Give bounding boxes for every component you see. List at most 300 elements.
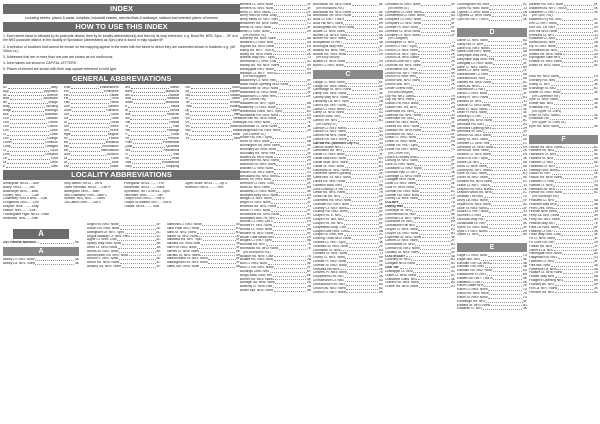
leader-dots bbox=[346, 287, 378, 290]
abbreviation-full: Trading bbox=[229, 105, 240, 109]
leader-dots bbox=[418, 239, 450, 242]
index-entry-name: Fairmile Cl. NR2 bbox=[529, 160, 554, 164]
map-reference: 5J bbox=[594, 210, 598, 214]
index-entry-name: Eastbourne Pl. NR1 bbox=[457, 273, 487, 276]
map-reference: 3F bbox=[451, 174, 455, 178]
leader-dots bbox=[492, 191, 522, 194]
index-entry-name: Conesford Dr. NR1 bbox=[385, 220, 413, 224]
leader-dots bbox=[488, 92, 523, 95]
map-reference: 5G bbox=[450, 231, 455, 235]
map-reference: 3H bbox=[306, 64, 311, 67]
leader-dots bbox=[119, 223, 156, 226]
index-entry-name: Blakeney Cl. NR4: Norw bbox=[240, 105, 276, 109]
leader-dots bbox=[129, 254, 156, 257]
leader-dots bbox=[8, 94, 46, 97]
index-column-a bbox=[3, 223, 79, 269]
index-entry-name: Cadge Rd. NR5: Norw bbox=[313, 84, 346, 88]
leader-dots bbox=[129, 153, 172, 156]
map-reference: 1K bbox=[522, 218, 527, 222]
index-entry-note: (off Mountergate) bbox=[388, 90, 414, 94]
leader-dots bbox=[10, 137, 46, 140]
index-entry-name: Chapel Fld. Rd. NR2 bbox=[313, 221, 344, 225]
map-reference: 3K bbox=[593, 10, 598, 14]
map-reference: 5A bbox=[378, 41, 383, 45]
index-entry-name: Eastern Av. NR7: Thor A bbox=[457, 276, 493, 280]
index-entry bbox=[457, 307, 527, 311]
leader-dots bbox=[425, 14, 450, 17]
index-entry-name: Blomefield Rd. NR3: Norw bbox=[240, 113, 279, 117]
map-reference: 5A bbox=[450, 125, 455, 128]
leader-dots bbox=[276, 95, 306, 98]
leader-dots bbox=[347, 157, 378, 160]
index-entry-name: Cornmarket St. NR2 bbox=[385, 243, 415, 247]
abbreviation-short: Pl bbox=[124, 133, 128, 137]
map-reference: 5E bbox=[235, 223, 240, 227]
map-reference: 6E bbox=[378, 10, 383, 14]
index-entry-name: Chester Pl. NR2: Norw bbox=[313, 260, 347, 263]
locality-entry: Hellesdon: NR6........Hell bbox=[3, 217, 38, 221]
locality-entry: Rackheath: NR13.........Rack bbox=[124, 185, 165, 189]
index-entry-name: Cowgate NR3: Norw bbox=[385, 262, 416, 266]
index-entry-name: Angus Mackay Ct. NR6: Hell bbox=[87, 234, 129, 238]
index-entry-name: Barrack St. NR1: Norw bbox=[166, 253, 200, 257]
index-entry-name: Bull Cl. NR3: Norw bbox=[240, 262, 268, 266]
map-reference: 7E bbox=[450, 109, 455, 113]
index-entry bbox=[529, 291, 598, 295]
index-entry-name: Cock St. NR2: Norw bbox=[385, 163, 415, 167]
leader-dots bbox=[266, 243, 306, 246]
index-entry-name: Dobbs La. NR7 bbox=[457, 160, 480, 164]
index-entry-name: Dales Loke NR1: Norw bbox=[457, 50, 491, 54]
leader-dots bbox=[200, 250, 236, 253]
index-entry-name: Cinder Ovens Row bbox=[385, 86, 413, 90]
map-reference: 3E bbox=[450, 182, 455, 186]
map-reference: 7E bbox=[378, 271, 383, 275]
abbreviation-full: Place bbox=[171, 133, 180, 137]
map-reference: 2H bbox=[378, 52, 383, 56]
map-reference: 6J bbox=[379, 134, 383, 138]
index-entry-name: Buntings Cres. NR4 bbox=[240, 269, 270, 273]
abbreviation-short: Pde bbox=[124, 121, 131, 125]
leader-dots bbox=[273, 228, 306, 231]
index-entry-name: Balmoral Cl. NR2: Norw bbox=[166, 223, 202, 227]
leader-dots bbox=[491, 104, 522, 107]
map-reference: 6H bbox=[306, 186, 311, 189]
leader-dots bbox=[279, 114, 306, 117]
map-reference: 4A bbox=[306, 41, 311, 45]
index-entry-name: Dunnock Way NR7 bbox=[457, 218, 485, 222]
leader-dots bbox=[131, 94, 169, 97]
map-reference: 5C bbox=[450, 227, 455, 231]
leader-dots bbox=[489, 7, 523, 10]
map-reference: 5A bbox=[522, 160, 527, 164]
map-reference: 5E bbox=[378, 37, 383, 41]
leader-dots bbox=[276, 217, 306, 220]
index-entry-name: Elizabeth Av. NR7: Thor A bbox=[529, 6, 567, 10]
map-reference: 3G bbox=[522, 14, 527, 18]
index-entry-name: Falcon M. NR7 bbox=[529, 172, 551, 176]
map-reference: 3K bbox=[450, 44, 455, 48]
leader-dots bbox=[561, 233, 593, 236]
map-reference: 3E bbox=[156, 257, 161, 261]
leader-dots bbox=[71, 105, 107, 108]
map-reference: 7D bbox=[522, 295, 527, 299]
map-reference: 6B bbox=[593, 202, 598, 206]
leader-dots bbox=[132, 113, 166, 116]
map-reference: 6B bbox=[593, 275, 598, 279]
leader-dots bbox=[130, 137, 167, 140]
index-entry-name: Carew Cl. NR3: Norw bbox=[313, 107, 345, 111]
leader-dots bbox=[561, 91, 593, 94]
map-reference: 3G bbox=[378, 64, 383, 67]
leader-dots bbox=[421, 217, 451, 220]
leader-dots bbox=[418, 171, 451, 174]
index-entry-name: Abbey La. NR1: Norw bbox=[3, 261, 35, 265]
index-entry-name: Claremont Rd. NR4 bbox=[385, 109, 414, 113]
map-reference: 4K bbox=[156, 249, 161, 253]
index-entry-name: Dukes Ct. NR7: Norw bbox=[457, 210, 489, 214]
map-reference: 3K bbox=[378, 240, 383, 244]
map-reference: 1C bbox=[450, 75, 455, 79]
leader-dots bbox=[482, 214, 523, 217]
index-entry-name: Eagle Wlk. NR2 bbox=[457, 257, 481, 261]
index-entry-note: (off Brenchl St.) bbox=[243, 33, 266, 37]
leader-dots bbox=[129, 125, 171, 128]
map-reference: 6B bbox=[306, 288, 311, 292]
abbreviation-full: Boulevard bbox=[43, 97, 58, 101]
index-entry-name: Bemers St. NR3: Norw bbox=[240, 6, 274, 10]
leader-dots bbox=[133, 145, 165, 148]
index-entry-name: Chequers Cl. NR2: Norw bbox=[385, 22, 422, 26]
leader-dots bbox=[421, 30, 450, 33]
index-entry-name: Apple Cl. NR5: Cost bbox=[87, 238, 117, 242]
abbreviation-short: E bbox=[3, 164, 6, 168]
map-reference: 6C bbox=[593, 145, 598, 149]
index-entry-name: Church Av. NR2: Norw bbox=[313, 286, 346, 290]
map-reference: 6J bbox=[379, 145, 383, 149]
map-reference: 4F bbox=[307, 208, 311, 212]
leader-dots bbox=[345, 165, 378, 168]
leader-dots bbox=[349, 96, 379, 99]
leader-dots bbox=[558, 30, 593, 33]
index-entry-name: Cooper Cl. NR3: Norw bbox=[385, 227, 418, 231]
leader-dots bbox=[129, 109, 169, 112]
map-reference: 4J bbox=[594, 168, 598, 172]
leader-dots bbox=[352, 199, 379, 202]
map-reference: 5E bbox=[378, 263, 383, 267]
index-entry-name: Arnold Pl. NR1: Norw bbox=[87, 257, 119, 261]
leader-dots bbox=[350, 203, 378, 206]
map-reference: 3K bbox=[522, 307, 527, 311]
abbreviation-short: Intl bbox=[63, 148, 69, 152]
map-reference: 5F bbox=[379, 206, 383, 210]
index-entry-name: Foundry Bri. NR1 bbox=[529, 282, 555, 286]
index-entry-name: Fairmans Av. NR5 bbox=[529, 187, 556, 191]
leader-dots bbox=[348, 230, 378, 233]
leader-dots bbox=[10, 105, 45, 108]
leader-dots bbox=[280, 64, 307, 67]
abbreviation-short: Emb bbox=[63, 85, 71, 89]
intro-column bbox=[3, 3, 240, 421]
index-entry-name: Damgate Ct. NR3: Norw bbox=[457, 61, 493, 65]
index-entry-name: Dussindale Dr. NR7 bbox=[457, 221, 486, 225]
locality-entry: Norwich: NR1, NR2.......Norw bbox=[63, 197, 105, 201]
leader-dots bbox=[553, 207, 593, 210]
abbreviation-full: Residential bbox=[163, 148, 180, 152]
map-reference: 1E bbox=[378, 267, 383, 271]
leader-dots bbox=[418, 278, 450, 281]
index-entry-name: Browne St. NR2: Norw bbox=[240, 231, 274, 235]
index-entry-name: Charles Cl. NR7: Spro bbox=[313, 240, 346, 244]
index-entry-name: Bronde Cl. NR6: Old C bbox=[240, 220, 274, 224]
index-entry-name: Burgh Mdw. NR6: Hell bbox=[240, 273, 273, 277]
how-to-list bbox=[3, 34, 240, 71]
index-entry-name: Colls Pl. NR5: Norw bbox=[385, 186, 415, 189]
leader-dots bbox=[71, 86, 98, 89]
leader-dots bbox=[489, 210, 523, 213]
map-reference: 4K bbox=[593, 6, 598, 10]
index-entry-name: Church Wlk. NR7 bbox=[385, 83, 411, 87]
how-to-item: 5. Places of interest are shown with their map square reference in bold type. bbox=[3, 67, 118, 72]
index-entry-name: Carrow Ct. NR1: Norw bbox=[313, 130, 346, 134]
leader-dots bbox=[35, 258, 74, 261]
leader-dots bbox=[422, 129, 451, 132]
index-entry-name: Frenchs Rd. NR3 bbox=[529, 290, 555, 294]
abbreviation-short: Dr bbox=[3, 160, 7, 164]
leader-dots bbox=[420, 125, 451, 128]
index-entry-note: (off Upper St. Giles St.) bbox=[532, 121, 567, 125]
map-reference: 4H bbox=[378, 195, 383, 199]
index-entry-name: Brian Av. NR1: Norw bbox=[240, 186, 270, 189]
leader-dots bbox=[487, 230, 522, 233]
locality-grid bbox=[3, 182, 240, 222]
leader-dots bbox=[417, 156, 450, 159]
index-entry-name: Derby St. NR2: Norw bbox=[457, 138, 488, 141]
map-reference: 1F bbox=[451, 121, 455, 125]
map-reference: 1B bbox=[378, 99, 383, 103]
spacer bbox=[457, 237, 527, 241]
leader-dots bbox=[347, 92, 379, 95]
index-entry-name: Eastfield Cl. NR7 bbox=[457, 280, 483, 284]
index-entry-name: Exeter St. NR2: Norw bbox=[529, 90, 561, 94]
index-entry-name: Fairway NR5: Norw bbox=[529, 168, 558, 172]
leader-dots bbox=[191, 117, 232, 120]
index-entry-note: (off Carrow Hill) bbox=[243, 98, 266, 102]
map-reference: 7E bbox=[306, 247, 311, 250]
index-entry-name: Fairfax Rd. NR4: Norw bbox=[529, 145, 563, 149]
abbreviation-short: Ct bbox=[3, 148, 7, 152]
leader-dots bbox=[199, 235, 236, 238]
abbreviation-full: Mews bbox=[170, 105, 180, 109]
leader-dots bbox=[350, 100, 379, 103]
leader-dots bbox=[417, 213, 451, 216]
map-reference: 7C bbox=[450, 147, 455, 151]
leader-dots bbox=[550, 106, 593, 109]
abbreviation-full: Business bbox=[44, 113, 58, 117]
index-column-2 bbox=[313, 3, 383, 421]
locality-entry: Bowthorpe: NR5......Bow bbox=[3, 189, 38, 193]
index-entry-name: Bond St. NR2: Norw bbox=[240, 140, 270, 144]
map-reference: 5B bbox=[593, 187, 598, 191]
index-entry-name: Bignold Rd. NR3: Norw bbox=[240, 44, 275, 48]
locality-entry: New Costessey: NR5....New C bbox=[63, 193, 107, 197]
index-entry-name: Coburg St. NR2: Norw bbox=[385, 159, 418, 163]
map-reference: 3G bbox=[593, 56, 598, 60]
index-entry-name: Church La. NR7: Spro bbox=[385, 52, 418, 56]
index-entry-name: Denton Rd. NR3: Norw bbox=[457, 134, 491, 138]
leader-dots bbox=[276, 72, 306, 75]
abbreviation-short: Est bbox=[63, 93, 69, 97]
map-reference: 2H bbox=[522, 153, 527, 157]
leader-dots bbox=[415, 41, 451, 44]
index-entry-name: Cattle Mkt. St. NR1: Norw bbox=[313, 176, 351, 180]
index-entry-name: Bishops Ct. NR7: Thor A bbox=[240, 71, 276, 75]
abbreviation-short: Lwr bbox=[63, 164, 69, 168]
leader-dots bbox=[481, 258, 522, 261]
map-reference: 4G bbox=[378, 160, 383, 164]
leader-dots bbox=[559, 75, 593, 78]
leader-dots bbox=[487, 172, 522, 175]
map-reference: 5K bbox=[378, 18, 383, 22]
leader-dots bbox=[556, 41, 594, 44]
leader-dots bbox=[557, 210, 593, 213]
index-entry-name: Byfield Ct. NR3: Norw bbox=[313, 60, 346, 64]
leader-dots bbox=[11, 145, 44, 148]
leader-dots bbox=[273, 224, 307, 227]
leader-dots bbox=[561, 64, 594, 67]
leader-dots bbox=[346, 283, 379, 286]
map-reference: 1E bbox=[522, 187, 527, 191]
map-reference: 3K bbox=[593, 83, 598, 87]
map-reference: 4B bbox=[593, 206, 598, 210]
map-reference: 6F bbox=[307, 269, 311, 273]
leader-dots bbox=[346, 127, 379, 130]
index-entry-name: Earlham Rd. NR2: Norw bbox=[457, 269, 493, 273]
abbreviation-full: Approach bbox=[44, 89, 58, 93]
map-reference: 7J bbox=[307, 56, 311, 60]
map-reference: 3F bbox=[307, 151, 311, 155]
leader-dots bbox=[420, 34, 450, 37]
leader-dots bbox=[279, 159, 306, 162]
map-reference: 6H bbox=[522, 65, 527, 69]
map-reference: 4F bbox=[307, 224, 311, 228]
leader-dots bbox=[346, 180, 379, 183]
leader-dots bbox=[351, 176, 378, 179]
leader-dots bbox=[342, 214, 379, 217]
map-reference: 4J bbox=[523, 99, 527, 103]
map-reference: 6E bbox=[593, 153, 598, 157]
leader-dots bbox=[274, 258, 306, 261]
map-reference: 4G bbox=[522, 96, 527, 100]
map-reference: 3F bbox=[451, 178, 455, 182]
map-reference: 2J bbox=[594, 179, 598, 183]
map-reference: 5K bbox=[522, 276, 527, 280]
index-entry-name: Fir Cl. NR5: Norw bbox=[529, 237, 555, 241]
locality-entry: Kirby Bedon: NR14.....Kir B bbox=[63, 181, 103, 185]
leader-dots bbox=[279, 247, 307, 250]
leader-dots bbox=[345, 18, 378, 21]
index-entry-name: Flint Wlk. NR6 bbox=[529, 263, 551, 267]
index-entry-name: Coslany St. NR3: Norw bbox=[385, 250, 419, 254]
abbreviation-short: Av bbox=[3, 93, 7, 97]
index-entry-name: Coventry St. NR2 bbox=[385, 258, 411, 262]
leader-dots bbox=[11, 153, 44, 156]
map-reference: 3G bbox=[522, 202, 527, 206]
index-entry-name: Dalrymple Way NR6: Hell bbox=[457, 57, 495, 61]
abbreviation-short: Grn bbox=[63, 125, 70, 129]
leader-dots bbox=[345, 30, 378, 33]
index-entry-name: Chediston Ct. NR5 bbox=[313, 248, 341, 252]
locality-entry: Upper Stoke: NR14.........Up S bbox=[184, 181, 228, 185]
leader-dots bbox=[10, 129, 49, 132]
index-entry-name: Castle Mdw. NR1: Norw bbox=[313, 160, 348, 164]
abbreviation-full: Street bbox=[231, 97, 240, 101]
leader-dots bbox=[201, 242, 236, 245]
leader-dots bbox=[8, 86, 50, 89]
index-entry-name: Bilney Rd. NR4: Norw bbox=[240, 52, 273, 56]
leader-dots bbox=[271, 209, 307, 212]
map-reference: 2F bbox=[523, 69, 527, 73]
map-reference: 5E bbox=[593, 125, 598, 128]
map-reference: 7A bbox=[450, 205, 455, 209]
map-reference: 6B bbox=[306, 37, 311, 41]
index-entry bbox=[167, 265, 241, 269]
leader-dots bbox=[274, 220, 306, 223]
map-reference: 4K bbox=[378, 202, 383, 206]
leader-dots bbox=[413, 270, 450, 273]
leader-dots bbox=[554, 249, 594, 252]
leader-dots bbox=[487, 165, 522, 168]
index-entry-note: (off Brunswick Rd.) bbox=[243, 250, 271, 254]
map-reference: 7H bbox=[450, 94, 455, 98]
index-column-4 bbox=[457, 3, 527, 421]
map-reference: 4K bbox=[593, 233, 598, 237]
leader-dots bbox=[268, 262, 306, 265]
index-entry-name: Elm Cl. NR7: Norw bbox=[529, 22, 557, 26]
map-reference: 4E bbox=[593, 113, 598, 117]
abbreviation-short: Coll bbox=[3, 137, 9, 141]
leader-dots bbox=[555, 180, 594, 183]
map-reference: 1F bbox=[451, 64, 455, 67]
index-entry-name: Chester Pl. NR2: Norw bbox=[385, 25, 419, 29]
abbreviation-full: Vale bbox=[233, 113, 240, 117]
map-reference: 1H bbox=[593, 75, 598, 79]
map-reference: 2G bbox=[450, 285, 455, 289]
leader-dots bbox=[133, 90, 164, 93]
locality-entry: Thorpe St Andrew: NR7.....Thor A bbox=[124, 201, 172, 205]
abbreviation-full: Enterprise bbox=[103, 89, 119, 93]
leader-dots bbox=[277, 14, 306, 17]
leader-dots bbox=[120, 261, 156, 264]
leader-dots bbox=[421, 60, 451, 63]
locality-entry: Framingham Pigot: NR14...Fram bbox=[3, 213, 50, 217]
index-entry-name: Cotman Rd. NR1: Norw bbox=[385, 247, 420, 250]
index-entry-name: Carlton Gdns. NR1 bbox=[313, 115, 341, 119]
leader-dots bbox=[486, 77, 522, 80]
index-entry-name: Birbeck Way NR7: Spro bbox=[240, 56, 275, 60]
map-reference: 1G bbox=[522, 179, 527, 183]
map-reference: 6A bbox=[235, 265, 240, 269]
index-entry-name: Elm Gro. La. NR3 bbox=[529, 25, 556, 29]
leader-dots bbox=[554, 230, 594, 233]
leader-dots bbox=[487, 207, 522, 210]
leader-dots bbox=[491, 134, 522, 137]
index-entry-name: Fir Cove Rd. NR7 bbox=[529, 240, 556, 244]
map-reference: 3F bbox=[307, 94, 311, 98]
abbreviation-entry bbox=[125, 165, 180, 169]
leader-dots bbox=[347, 260, 378, 263]
leader-dots bbox=[418, 148, 450, 151]
